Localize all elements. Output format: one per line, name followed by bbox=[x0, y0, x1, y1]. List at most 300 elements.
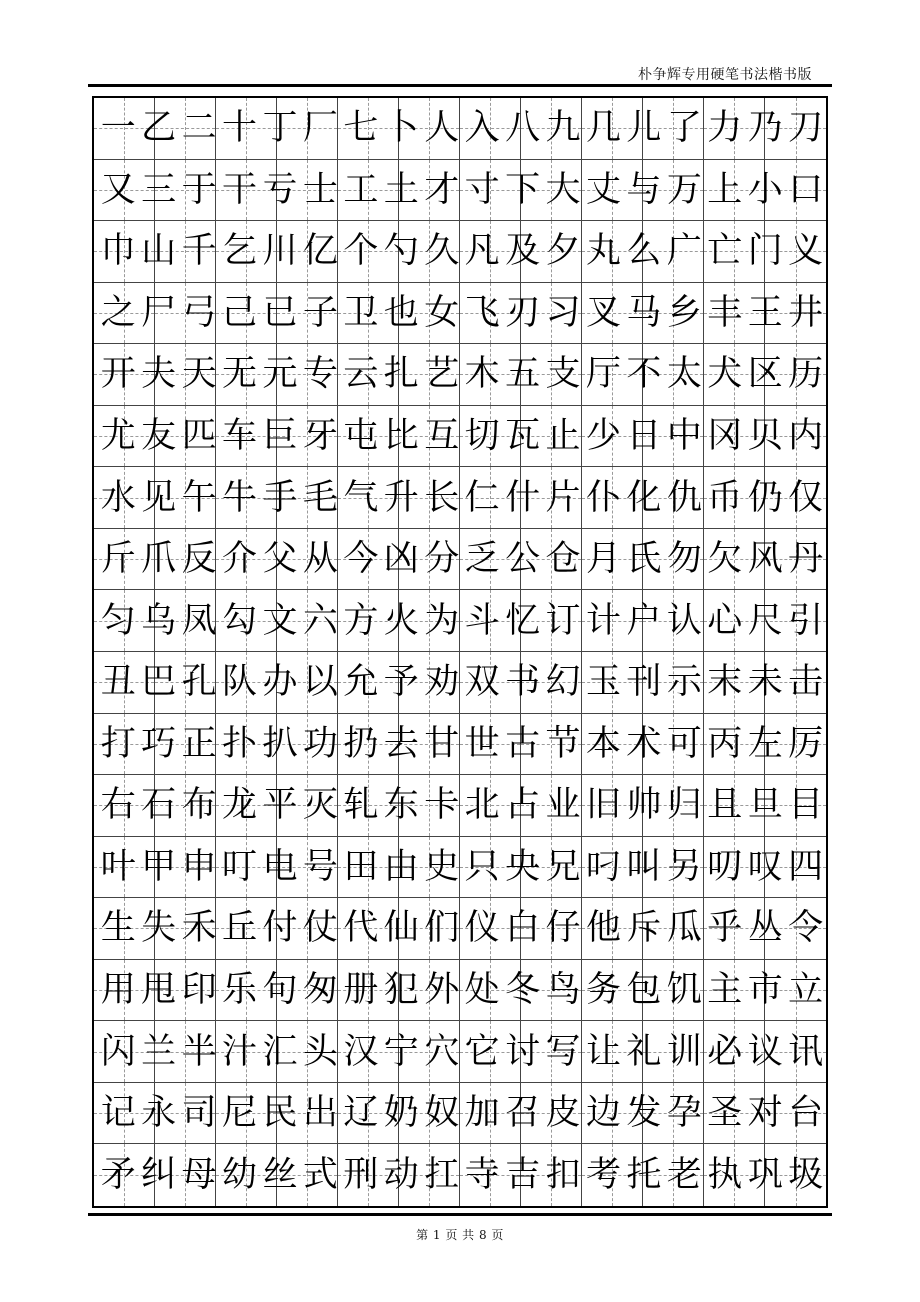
practice-character: 扣 bbox=[545, 1154, 581, 1195]
grid-cell bbox=[643, 652, 704, 714]
practice-character: 匀 bbox=[100, 600, 136, 641]
grid-cell bbox=[155, 1144, 216, 1206]
grid-cell bbox=[643, 160, 704, 222]
practice-character: 叼 bbox=[585, 846, 621, 887]
grid-cell bbox=[216, 714, 277, 776]
grid-cell bbox=[460, 775, 521, 837]
grid-cell bbox=[277, 160, 338, 222]
grid-cell bbox=[765, 160, 826, 222]
practice-character: 叮 bbox=[222, 846, 258, 887]
practice-character: 扎 bbox=[383, 354, 419, 395]
practice-character: 户 bbox=[626, 600, 662, 641]
practice-character: 少 bbox=[585, 416, 621, 457]
grid-cell bbox=[521, 344, 582, 406]
practice-character: 们 bbox=[424, 908, 460, 949]
practice-character: 甩 bbox=[141, 970, 177, 1011]
practice-character: 召 bbox=[505, 1093, 541, 1134]
practice-character: 辽 bbox=[343, 1093, 379, 1134]
practice-character: 卫 bbox=[343, 292, 379, 333]
practice-character: 令 bbox=[788, 908, 824, 949]
grid-cell bbox=[94, 221, 155, 283]
grid-cell bbox=[765, 960, 826, 1022]
practice-character: 四 bbox=[788, 846, 824, 887]
practice-character: 艺 bbox=[424, 354, 460, 395]
practice-character: 丰 bbox=[707, 292, 743, 333]
grid-cell bbox=[643, 590, 704, 652]
practice-character: 十 bbox=[222, 108, 258, 149]
practice-character: 打 bbox=[100, 723, 136, 764]
grid-cell bbox=[460, 221, 521, 283]
grid-cell bbox=[765, 590, 826, 652]
grid-cell bbox=[155, 467, 216, 529]
document-header-title: 朴争辉专用硬笔书法楷书版 bbox=[638, 67, 812, 83]
practice-character: 饥 bbox=[666, 970, 702, 1011]
grid-cell bbox=[155, 283, 216, 345]
practice-character: 纠 bbox=[141, 1154, 177, 1195]
grid-cell bbox=[277, 98, 338, 160]
practice-character: 介 bbox=[222, 539, 258, 580]
grid-cell bbox=[765, 714, 826, 776]
practice-character: 司 bbox=[181, 1093, 217, 1134]
grid-cell bbox=[338, 652, 399, 714]
practice-character: 子 bbox=[302, 292, 338, 333]
practice-character: 了 bbox=[666, 108, 702, 149]
grid-cell bbox=[643, 898, 704, 960]
practice-character: 矛 bbox=[100, 1154, 136, 1195]
practice-character: 月 bbox=[585, 539, 621, 580]
grid-cell bbox=[216, 467, 277, 529]
grid-cell bbox=[460, 960, 521, 1022]
practice-character: 业 bbox=[545, 785, 581, 826]
practice-character: 下 bbox=[505, 169, 541, 210]
grid-cell bbox=[338, 714, 399, 776]
practice-character: 井 bbox=[788, 292, 824, 333]
practice-character: 叹 bbox=[747, 846, 783, 887]
practice-character: 与 bbox=[626, 169, 662, 210]
grid-cell bbox=[521, 283, 582, 345]
practice-character: 匆 bbox=[302, 970, 338, 1011]
grid-cell bbox=[155, 221, 216, 283]
grid-cell bbox=[582, 529, 643, 591]
practice-character: 乌 bbox=[141, 600, 177, 641]
practice-character: 王 bbox=[747, 292, 783, 333]
grid-cell bbox=[521, 1021, 582, 1083]
grid-cell bbox=[277, 1144, 338, 1206]
practice-character: 北 bbox=[464, 785, 500, 826]
grid-cell bbox=[582, 467, 643, 529]
practice-character: 个 bbox=[343, 231, 379, 272]
grid-cell bbox=[704, 775, 765, 837]
practice-character: 巩 bbox=[747, 1154, 783, 1195]
practice-character: 丝 bbox=[262, 1154, 298, 1195]
practice-character: 丑 bbox=[100, 662, 136, 703]
grid-cell bbox=[338, 1083, 399, 1145]
grid-cell bbox=[521, 590, 582, 652]
practice-character: 弓 bbox=[181, 292, 217, 333]
practice-character: 平 bbox=[262, 785, 298, 826]
grid-cell bbox=[338, 898, 399, 960]
practice-character: 双 bbox=[464, 662, 500, 703]
grid-cell bbox=[704, 221, 765, 283]
practice-character: 分 bbox=[424, 539, 460, 580]
practice-character: 末 bbox=[707, 662, 743, 703]
practice-character: 托 bbox=[626, 1154, 662, 1195]
practice-character: 开 bbox=[100, 354, 136, 395]
grid-cell bbox=[216, 98, 277, 160]
grid-cell bbox=[704, 529, 765, 591]
grid-cell bbox=[155, 714, 216, 776]
practice-character: 支 bbox=[545, 354, 581, 395]
grid-cell bbox=[704, 714, 765, 776]
practice-character: 刀 bbox=[788, 108, 824, 149]
grid-cell bbox=[521, 529, 582, 591]
grid-cell bbox=[521, 714, 582, 776]
grid-cell bbox=[582, 283, 643, 345]
practice-character: 母 bbox=[181, 1154, 217, 1195]
grid-cell bbox=[643, 98, 704, 160]
practice-character: 二 bbox=[181, 108, 217, 149]
practice-character: 卡 bbox=[424, 785, 460, 826]
practice-character: 去 bbox=[383, 723, 419, 764]
grid-cell bbox=[216, 406, 277, 468]
practice-character: 电 bbox=[262, 846, 298, 887]
practice-character: 五 bbox=[505, 354, 541, 395]
footer-rule bbox=[88, 1213, 832, 1216]
grid-cell bbox=[582, 714, 643, 776]
practice-character: 它 bbox=[464, 1031, 500, 1072]
practice-character: 寺 bbox=[464, 1154, 500, 1195]
practice-character: 议 bbox=[747, 1031, 783, 1072]
practice-character: 劝 bbox=[424, 662, 460, 703]
grid-cell bbox=[521, 221, 582, 283]
grid-cell bbox=[582, 98, 643, 160]
practice-character: 化 bbox=[626, 477, 662, 518]
page-number: 第 1 页 共 8 页 bbox=[416, 1228, 504, 1242]
grid-cell bbox=[277, 283, 338, 345]
grid-cell bbox=[338, 467, 399, 529]
grid-cell bbox=[216, 344, 277, 406]
grid-cell bbox=[216, 529, 277, 591]
grid-cell bbox=[643, 775, 704, 837]
practice-character: 历 bbox=[788, 354, 824, 395]
practice-character: 包 bbox=[626, 970, 662, 1011]
grid-cell bbox=[582, 1144, 643, 1206]
grid-cell bbox=[338, 590, 399, 652]
grid-cell bbox=[94, 283, 155, 345]
practice-character: 印 bbox=[181, 970, 217, 1011]
practice-character: 丸 bbox=[585, 231, 621, 272]
practice-character: 丹 bbox=[788, 539, 824, 580]
practice-character: 失 bbox=[141, 908, 177, 949]
grid-cell bbox=[399, 406, 460, 468]
grid-cell bbox=[277, 714, 338, 776]
practice-character: 右 bbox=[100, 785, 136, 826]
grid-cell bbox=[582, 898, 643, 960]
practice-character: 厅 bbox=[585, 354, 621, 395]
practice-character: 他 bbox=[585, 908, 621, 949]
practice-character: 才 bbox=[424, 169, 460, 210]
grid-cell bbox=[155, 1083, 216, 1145]
grid-cell bbox=[643, 529, 704, 591]
grid-cell bbox=[216, 652, 277, 714]
practice-character: 女 bbox=[424, 292, 460, 333]
practice-character: 不 bbox=[626, 354, 662, 395]
practice-character: 今 bbox=[343, 539, 379, 580]
grid-cell bbox=[277, 406, 338, 468]
practice-character: 宁 bbox=[383, 1031, 419, 1072]
grid-cell bbox=[155, 837, 216, 899]
practice-character: 仅 bbox=[788, 477, 824, 518]
grid-cell bbox=[643, 714, 704, 776]
grid-cell bbox=[704, 590, 765, 652]
practice-character: 乏 bbox=[464, 539, 500, 580]
practice-character: 瓦 bbox=[505, 416, 541, 457]
grid-cell bbox=[399, 898, 460, 960]
practice-character: 升 bbox=[383, 477, 419, 518]
practice-character: 士 bbox=[302, 169, 338, 210]
practice-character: 叉 bbox=[585, 292, 621, 333]
practice-character: 亡 bbox=[707, 231, 743, 272]
grid-cell bbox=[521, 652, 582, 714]
practice-character: 仇 bbox=[666, 477, 702, 518]
grid-cell bbox=[216, 775, 277, 837]
practice-character: 生 bbox=[100, 908, 136, 949]
practice-character: 大 bbox=[545, 169, 581, 210]
practice-character: 天 bbox=[181, 354, 217, 395]
practice-character: 动 bbox=[383, 1154, 419, 1195]
practice-character: 几 bbox=[585, 108, 621, 149]
grid-cell bbox=[765, 529, 826, 591]
grid-cell bbox=[277, 898, 338, 960]
practice-character: 让 bbox=[585, 1031, 621, 1072]
practice-character: 尤 bbox=[100, 416, 136, 457]
grid-cell bbox=[460, 898, 521, 960]
practice-character: 奴 bbox=[424, 1093, 460, 1134]
practice-character: 兄 bbox=[545, 846, 581, 887]
practice-character: 丁 bbox=[262, 108, 298, 149]
grid-cell bbox=[155, 960, 216, 1022]
practice-character: 可 bbox=[666, 723, 702, 764]
practice-character: 记 bbox=[100, 1093, 136, 1134]
grid-cell bbox=[582, 221, 643, 283]
practice-character: 丘 bbox=[222, 908, 258, 949]
practice-character: 木 bbox=[464, 354, 500, 395]
grid-cell bbox=[94, 1083, 155, 1145]
grid-cell bbox=[399, 221, 460, 283]
grid-cell bbox=[521, 160, 582, 222]
practice-character: 边 bbox=[585, 1093, 621, 1134]
grid-cell bbox=[582, 1083, 643, 1145]
practice-character: 巴 bbox=[141, 662, 177, 703]
grid-cell bbox=[399, 529, 460, 591]
practice-character: 夫 bbox=[141, 354, 177, 395]
practice-character: 风 bbox=[747, 539, 783, 580]
grid-cell bbox=[94, 529, 155, 591]
practice-character: 幼 bbox=[222, 1154, 258, 1195]
grid-cell bbox=[643, 837, 704, 899]
practice-character: 丈 bbox=[585, 169, 621, 210]
practice-character: 凡 bbox=[464, 231, 500, 272]
practice-character: 本 bbox=[585, 723, 621, 764]
practice-character: 鸟 bbox=[545, 970, 581, 1011]
grid-cell bbox=[460, 837, 521, 899]
grid-cell bbox=[216, 1083, 277, 1145]
grid-cell bbox=[338, 221, 399, 283]
practice-grid-frame bbox=[92, 96, 828, 1208]
grid-cell bbox=[399, 590, 460, 652]
grid-cell bbox=[155, 1021, 216, 1083]
practice-character: 且 bbox=[707, 785, 743, 826]
practice-character: 仓 bbox=[545, 539, 581, 580]
grid-cell bbox=[277, 529, 338, 591]
grid-cell bbox=[399, 652, 460, 714]
practice-character: 仔 bbox=[545, 908, 581, 949]
practice-character: 正 bbox=[181, 723, 217, 764]
grid-cell bbox=[765, 1144, 826, 1206]
practice-character: 厂 bbox=[302, 108, 338, 149]
practice-character: 仁 bbox=[464, 477, 500, 518]
practice-character: 旦 bbox=[747, 785, 783, 826]
practice-character: 又 bbox=[100, 169, 136, 210]
grid-cell bbox=[338, 1144, 399, 1206]
practice-character: 乙 bbox=[141, 108, 177, 149]
practice-character: 切 bbox=[464, 416, 500, 457]
practice-character: 帅 bbox=[626, 785, 662, 826]
grid-cell bbox=[216, 960, 277, 1022]
grid-cell bbox=[521, 837, 582, 899]
practice-character: 马 bbox=[626, 292, 662, 333]
grid-cell bbox=[155, 344, 216, 406]
practice-character: 讯 bbox=[788, 1031, 824, 1072]
practice-character: 玉 bbox=[585, 662, 621, 703]
practice-character: 及 bbox=[505, 231, 541, 272]
grid-cell bbox=[521, 775, 582, 837]
grid-cell bbox=[155, 898, 216, 960]
grid-cell bbox=[643, 344, 704, 406]
practice-character: 氏 bbox=[626, 539, 662, 580]
header-rule bbox=[88, 84, 832, 87]
practice-character: 山 bbox=[141, 231, 177, 272]
grid-cell bbox=[338, 160, 399, 222]
practice-character: 轧 bbox=[343, 785, 379, 826]
grid-cell bbox=[643, 960, 704, 1022]
practice-character: 什 bbox=[505, 477, 541, 518]
grid-cell bbox=[277, 1083, 338, 1145]
grid-cell bbox=[521, 98, 582, 160]
grid-cell bbox=[460, 98, 521, 160]
grid-cell bbox=[94, 714, 155, 776]
grid-cell bbox=[582, 160, 643, 222]
grid-cell bbox=[277, 837, 338, 899]
practice-character: 七 bbox=[343, 108, 379, 149]
practice-character: 汇 bbox=[262, 1031, 298, 1072]
grid-cell bbox=[399, 283, 460, 345]
practice-character: 日 bbox=[626, 416, 662, 457]
practice-character: 穴 bbox=[424, 1031, 460, 1072]
practice-character: 予 bbox=[383, 662, 419, 703]
practice-character: 午 bbox=[181, 477, 217, 518]
practice-character: 气 bbox=[343, 477, 379, 518]
practice-character: 古 bbox=[505, 723, 541, 764]
practice-character: 勺 bbox=[383, 231, 419, 272]
practice-character: 丛 bbox=[747, 908, 783, 949]
grid-cell bbox=[94, 652, 155, 714]
practice-character: 己 bbox=[222, 292, 258, 333]
grid-cell bbox=[521, 1083, 582, 1145]
grid-cell bbox=[521, 960, 582, 1022]
grid-cell bbox=[399, 837, 460, 899]
practice-character: 从 bbox=[302, 539, 338, 580]
practice-character: 订 bbox=[545, 600, 581, 641]
grid-cell bbox=[765, 467, 826, 529]
practice-character: 认 bbox=[666, 600, 702, 641]
grid-cell bbox=[643, 221, 704, 283]
practice-character: 仆 bbox=[585, 477, 621, 518]
grid-cell bbox=[765, 652, 826, 714]
practice-character: 出 bbox=[302, 1093, 338, 1134]
practice-character: 勾 bbox=[222, 600, 258, 641]
grid-cell bbox=[399, 344, 460, 406]
practice-character: 老 bbox=[666, 1154, 702, 1195]
practice-character: 考 bbox=[585, 1154, 621, 1195]
practice-character: 尸 bbox=[141, 292, 177, 333]
practice-character: 六 bbox=[302, 600, 338, 641]
practice-character: 必 bbox=[707, 1031, 743, 1072]
practice-character: 长 bbox=[424, 477, 460, 518]
grid-cell bbox=[94, 775, 155, 837]
practice-character: 圾 bbox=[788, 1154, 824, 1195]
practice-character: 瓜 bbox=[666, 908, 702, 949]
practice-character: 口 bbox=[788, 169, 824, 210]
grid-cell bbox=[94, 98, 155, 160]
practice-character: 犯 bbox=[383, 970, 419, 1011]
practice-character: 土 bbox=[383, 169, 419, 210]
practice-character: 牙 bbox=[302, 416, 338, 457]
grid-cell bbox=[338, 98, 399, 160]
practice-character: 上 bbox=[707, 169, 743, 210]
practice-character: 仪 bbox=[464, 908, 500, 949]
practice-character: 付 bbox=[262, 908, 298, 949]
practice-character: 训 bbox=[666, 1031, 702, 1072]
grid-cell bbox=[460, 160, 521, 222]
practice-character: 以 bbox=[302, 662, 338, 703]
practice-character: 闪 bbox=[100, 1031, 136, 1072]
grid-cell bbox=[765, 406, 826, 468]
practice-character: 比 bbox=[383, 416, 419, 457]
practice-character: 片 bbox=[545, 477, 581, 518]
grid-cell bbox=[643, 1083, 704, 1145]
practice-character: 发 bbox=[626, 1093, 662, 1134]
practice-character: 禾 bbox=[181, 908, 217, 949]
practice-character: 反 bbox=[181, 539, 217, 580]
grid-cell bbox=[643, 467, 704, 529]
grid-cell bbox=[765, 775, 826, 837]
grid-cell bbox=[399, 1021, 460, 1083]
practice-character: 斥 bbox=[626, 908, 662, 949]
practice-character: 石 bbox=[141, 785, 177, 826]
practice-character: 冈 bbox=[707, 416, 743, 457]
grid-cell bbox=[155, 590, 216, 652]
practice-character: 只 bbox=[464, 846, 500, 887]
practice-character: 用 bbox=[100, 970, 136, 1011]
practice-character: 心 bbox=[707, 600, 743, 641]
grid-cell bbox=[460, 1021, 521, 1083]
practice-character: 云 bbox=[343, 354, 379, 395]
grid-cell bbox=[704, 406, 765, 468]
practice-character: 力 bbox=[707, 108, 743, 149]
practice-character: 叫 bbox=[626, 846, 662, 887]
grid-cell bbox=[704, 467, 765, 529]
